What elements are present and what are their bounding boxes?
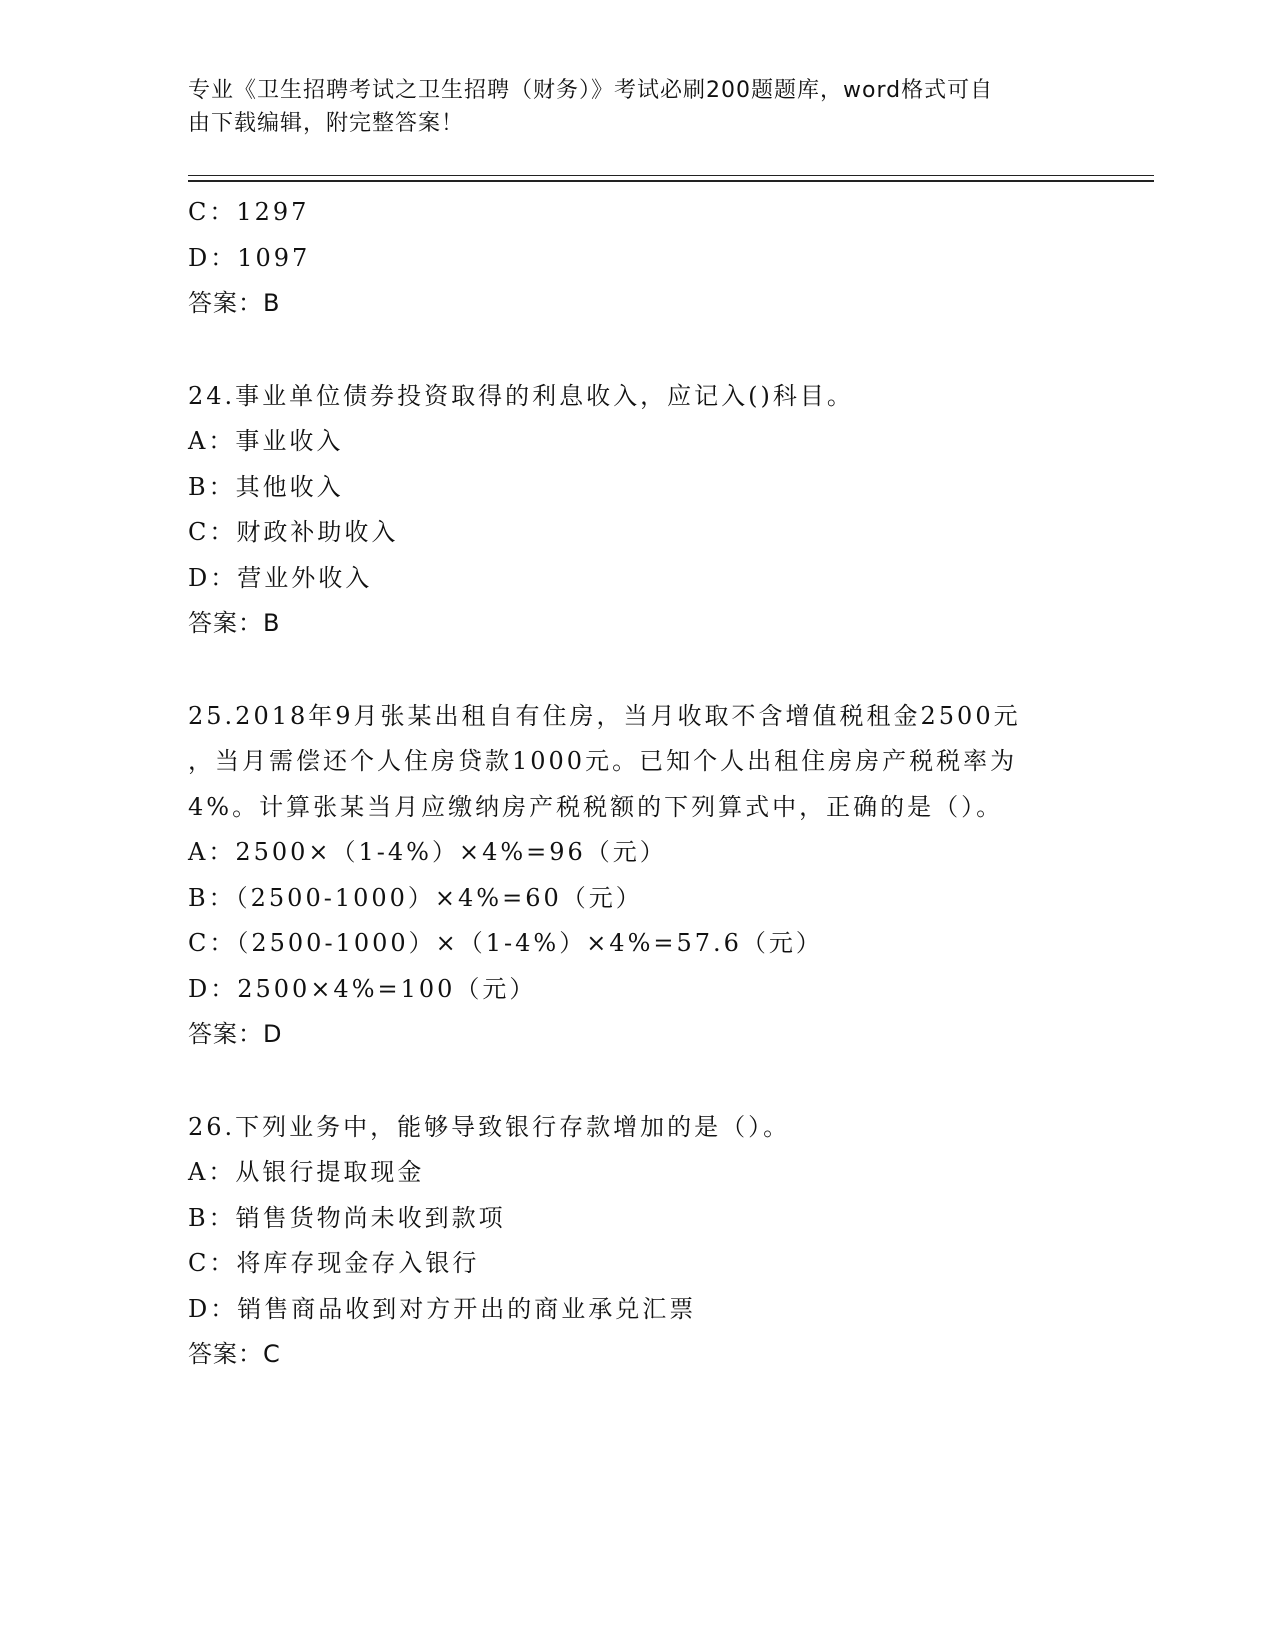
option-b: B：（2500-1000）×4%=60（元）: [188, 883, 643, 912]
option-d: D：1097: [188, 243, 311, 272]
question-25: [188, 694, 1088, 1058]
option-b: B：其他收入: [188, 472, 344, 501]
option-b: B：销售货物尚未收到款项: [188, 1203, 506, 1232]
option-d: D：营业外收入: [188, 563, 373, 592]
question-stem: 24.事业单位债券投资取得的利息收入，应记入()科目。: [188, 381, 854, 410]
header-line-1: 专业《卫生招聘考试之卫生招聘（财务）》考试必刷200题题库，word格式可自: [188, 78, 994, 103]
option-c: C：财政补助收入: [188, 518, 399, 546]
question-23-tail: [188, 190, 1088, 327]
option-c: C：将库存现金存入银行: [188, 1249, 480, 1277]
answer: 答案：C: [188, 1340, 281, 1368]
header-divider-thick: [188, 180, 1154, 182]
header-divider-thin: [188, 175, 1154, 176]
answer: 答案：D: [188, 1020, 283, 1048]
document-header: [188, 74, 1068, 140]
option-a: A：从银行提取现金: [188, 1158, 425, 1186]
question-stem-line-1: 25.2018年9月张某出租自有住房，当月收取不含增值税租金2500元: [188, 701, 1021, 730]
question-stem: 26.下列业务中，能够导致银行存款增加的是（）。: [188, 1112, 791, 1141]
option-c: C：（2500-1000）×（1-4%）×4%=57.6（元）: [188, 929, 823, 957]
option-c: C：1297: [188, 198, 310, 226]
question-stem-line-3: 4%。计算张某当月应缴纳房产税税额的下列算式中，正确的是（）。: [188, 792, 1004, 821]
option-d: D：销售商品收到对方开出的商业承兑汇票: [188, 1294, 697, 1323]
answer: 答案：B: [188, 609, 281, 637]
option-a: A：2500×（1-4%）×4%=96（元）: [188, 838, 667, 866]
question-24: [188, 374, 1088, 647]
question-26: [188, 1105, 1088, 1378]
question-stem-line-2: ，当月需偿还个人住房贷款1000元。已知个人出租住房房产税税率为: [188, 747, 1018, 775]
option-a: A：事业收入: [188, 427, 344, 455]
answer: 答案：B: [188, 289, 281, 317]
option-d: D：2500×4%=100（元）: [188, 974, 537, 1003]
question-list: [188, 190, 1088, 1378]
header-line-2: 由下载编辑，附完整答案！: [188, 111, 465, 136]
